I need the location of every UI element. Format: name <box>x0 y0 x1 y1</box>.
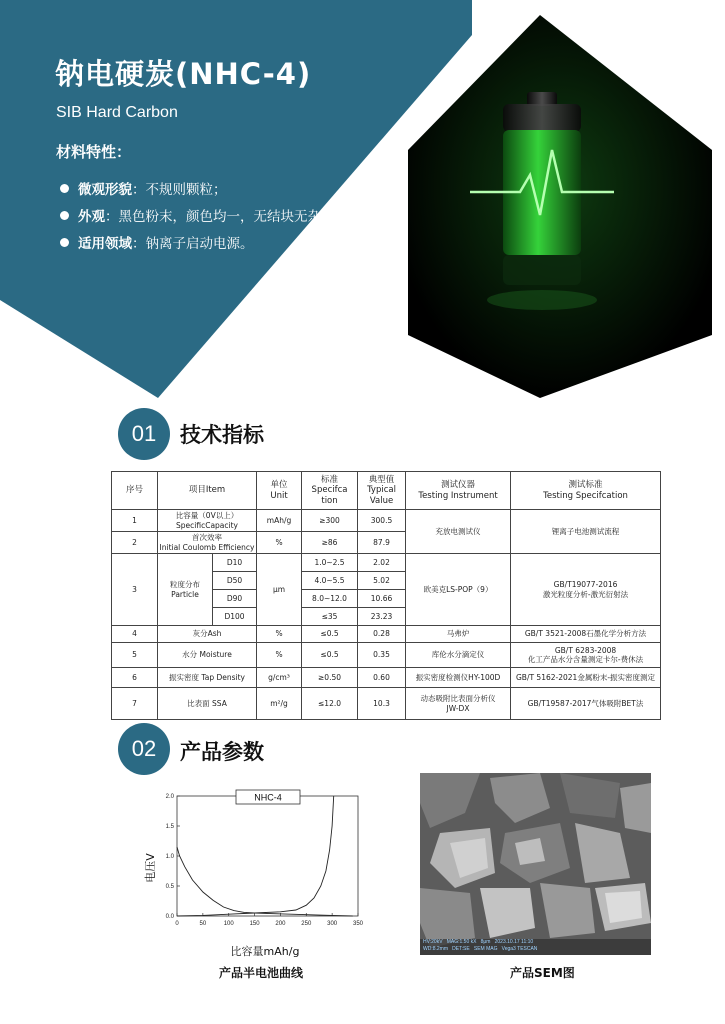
cell-seq: 1 <box>112 510 158 532</box>
feature-label: 外观 <box>78 209 105 225</box>
cell-unit: g/cm³ <box>257 668 302 688</box>
cell-std: 1.0~2.5 <box>302 554 358 572</box>
cell-typ: 87.9 <box>358 532 406 554</box>
cell-unit: m²/g <box>257 688 302 720</box>
cell-std: ≤0.5 <box>302 626 358 643</box>
header-instrument: 测试仪器 Testing Instrument <box>406 472 511 510</box>
header-seq: 序号 <box>112 472 158 510</box>
cell-unit: % <box>257 643 302 668</box>
cell-std: ≥86 <box>302 532 358 554</box>
section-number-01: 01 <box>118 408 170 460</box>
cell-seq: 2 <box>112 532 158 554</box>
y-tick-label: 0.5 <box>165 884 174 890</box>
cell-instrument: 库伦水分滴定仪 <box>406 643 511 668</box>
cell-sub-label: D50 <box>213 572 257 590</box>
header-item: 项目Item <box>158 472 257 510</box>
cell-test-standard: GB/T19587-2017气体吸附BET法 <box>511 688 661 720</box>
cell-std: 8.0~12.0 <box>302 590 358 608</box>
features-heading: 材料特性： <box>56 143 132 161</box>
feature-value: ：不规则颗粒； <box>132 182 227 198</box>
y-tick-label: 1.0 <box>165 854 174 860</box>
cell-typ: 0.35 <box>358 643 406 668</box>
cell-typ: 0.28 <box>358 626 406 643</box>
sem-caption: 产品SEM图 <box>510 966 575 980</box>
cell-item: 比表面 SSA <box>158 688 257 720</box>
page-title: 钠电硬炭(NHC-4) <box>55 57 312 91</box>
cell-instrument: 充放电测试仪 <box>406 510 511 554</box>
cell-item: 比容量（0V以上） SpecificCapacity <box>158 510 257 532</box>
series-line <box>177 847 353 916</box>
feature-value: ：钠离子启动电源。 <box>132 236 254 252</box>
cell-test-standard: GB/T19077-2016 激光粒度分析-激光衍射法 <box>511 554 661 626</box>
cell-item: 粒度分布 Particle <box>158 554 213 626</box>
cell-test-standard: 锂离子电池测试流程 <box>511 510 661 554</box>
cell-test-standard: GB/T 5162-2021金属粉末-振实密度测定 <box>511 668 661 688</box>
cell-seq: 7 <box>112 688 158 720</box>
cell-seq: 5 <box>112 643 158 668</box>
header-typical: 典型值 Typical Value <box>358 472 406 510</box>
bullet-icon <box>60 184 69 193</box>
cell-std: ≤12.0 <box>302 688 358 720</box>
cell-std: ≥300 <box>302 510 358 532</box>
cell-instrument: 欧美克LS-POP（9） <box>406 554 511 626</box>
chart-legend-text: NHC-4 <box>254 792 282 803</box>
cell-unit: μm <box>257 554 302 626</box>
cell-item: 水分 Moisture <box>158 643 257 668</box>
cell-typ: 300.5 <box>358 510 406 532</box>
cell-instrument: 马弗炉 <box>406 626 511 643</box>
x-tick-label: 350 <box>352 921 364 927</box>
table-row <box>112 668 661 688</box>
cell-typ: 23.23 <box>358 608 406 626</box>
cell-unit: % <box>257 532 302 554</box>
feature-label: 适用领域 <box>78 236 132 252</box>
header-standard: 标准 Specifca tion <box>302 472 358 510</box>
table-row <box>112 626 661 643</box>
cell-instrument: 振实密度检测仪HY-100D <box>406 668 511 688</box>
cell-seq: 4 <box>112 626 158 643</box>
cell-typ: 2.02 <box>358 554 406 572</box>
x-tick-label: 250 <box>301 921 312 927</box>
cell-test-standard: GB/T 3521-2008石墨化学分析方法 <box>511 626 661 643</box>
y-tick-label: 0.0 <box>165 914 174 920</box>
sem-micrograph <box>420 773 651 955</box>
feature-label: 微观形貌 <box>78 182 132 198</box>
cell-typ: 10.66 <box>358 590 406 608</box>
table-row <box>112 643 661 668</box>
feature-item <box>60 205 348 225</box>
cell-seq: 3 <box>112 554 158 626</box>
table-row <box>112 688 661 720</box>
table-row <box>112 554 661 572</box>
x-tick-label: 300 <box>327 921 338 927</box>
cell-instrument: 动态吸附比表面分析仪 JW-DX <box>406 688 511 720</box>
y-tick-label: 2.0 <box>165 794 174 800</box>
table-row <box>112 510 661 532</box>
cell-unit: % <box>257 626 302 643</box>
section-title-specs: 技术指标 <box>180 423 264 447</box>
section-number-02: 02 <box>118 723 170 775</box>
sem-image <box>420 773 651 955</box>
cell-sub-label: D90 <box>213 590 257 608</box>
chart-caption: 产品半电池曲线 <box>219 966 304 980</box>
x-tick-label: 0 <box>175 921 179 927</box>
x-tick-label: 50 <box>199 921 207 927</box>
section-title-params: 产品参数 <box>180 740 264 764</box>
cell-test-standard: GB/T 6283-2008 化工产品水分含量测定卡尔-费休法 <box>511 643 661 668</box>
page-subtitle: SIB Hard Carbon <box>56 104 178 121</box>
header-test-standard: 测试标准 Testing Specifcation <box>511 472 661 510</box>
feature-value: ：黑色粉末，颜色均一，无结块无杂质； <box>105 209 348 225</box>
spec-table <box>111 471 661 720</box>
y-tick-label: 1.5 <box>165 824 174 830</box>
chart-ylabel: 电压V <box>144 853 157 883</box>
bullet-icon <box>60 211 69 220</box>
table-header-row <box>112 472 661 510</box>
cell-std: 4.0~5.5 <box>302 572 358 590</box>
chart-xlabel: 比容量mAh/g <box>230 945 300 958</box>
feature-item <box>60 232 254 252</box>
feature-item <box>60 178 227 198</box>
cell-item: 振实密度 Tap Density <box>158 668 257 688</box>
cell-unit: mAh/g <box>257 510 302 532</box>
cell-typ: 0.60 <box>358 668 406 688</box>
half-cell-chart <box>140 788 375 973</box>
header-unit: 单位 Unit <box>257 472 302 510</box>
cell-std: ≥0.50 <box>302 668 358 688</box>
cell-sub-label: D10 <box>213 554 257 572</box>
chart-series <box>177 796 353 916</box>
series-line <box>177 796 334 916</box>
cell-std: ≤35 <box>302 608 358 626</box>
cell-seq: 6 <box>112 668 158 688</box>
chart-axes <box>166 794 364 927</box>
x-tick-label: 150 <box>249 921 260 927</box>
cell-typ: 5.02 <box>358 572 406 590</box>
cell-item: 灰分Ash <box>158 626 257 643</box>
chart-frame <box>177 796 358 916</box>
bullet-icon <box>60 238 69 247</box>
x-tick-label: 200 <box>275 921 286 927</box>
sem-info-bar: HV:20kV MAG:1.50 kX 8μm 2023.10.17 11:10 WD:8.2mm DET:SE SEM MAG Vega3 TESCAN <box>423 939 538 952</box>
cell-std: ≤0.5 <box>302 643 358 668</box>
cell-sub-label: D100 <box>213 608 257 626</box>
x-tick-label: 100 <box>223 921 234 927</box>
cell-item: 首次效率 Initial Coulomb Efficiency <box>158 532 257 554</box>
cell-typ: 10.3 <box>358 688 406 720</box>
